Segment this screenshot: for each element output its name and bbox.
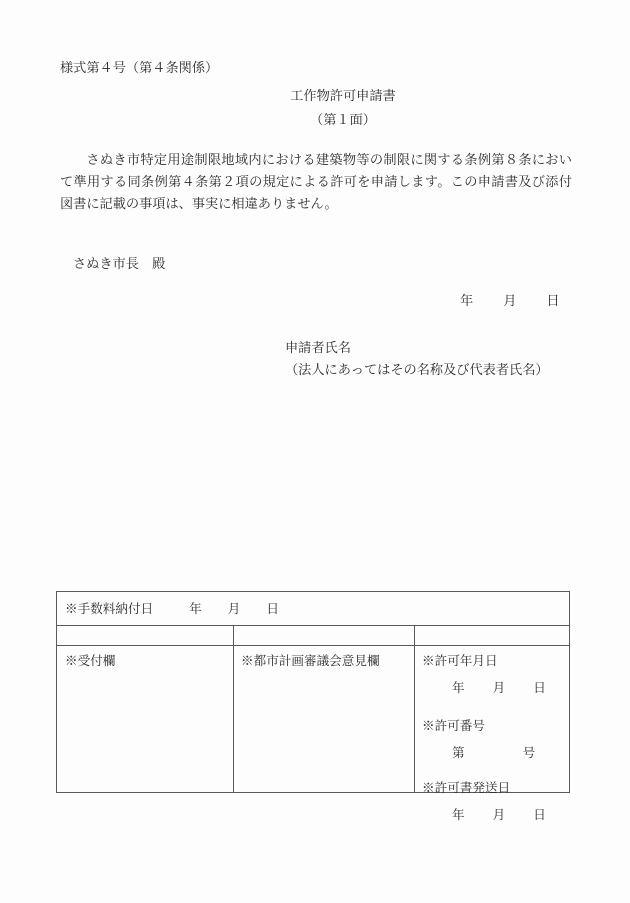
- permit-number-prefix-label: 第: [452, 745, 465, 760]
- dispatch-date-year-label: 年: [452, 807, 465, 822]
- fee-payment-row: [65, 603, 279, 616]
- document-page-label: （第１面）: [310, 113, 376, 128]
- date-year-label: 年: [460, 294, 474, 309]
- form-number-label: 様式第４号（第４条関係）: [60, 61, 219, 76]
- dispatch-date-day-label: 日: [533, 807, 546, 822]
- application-body-text: さぬき市特定用途制限地域内における建築物等の制限に関する条例第８条において準用する同条例第４条第２項の規定による許可を申請します。この申請書及び添付図書に記載の事項は、事実に相違ありません。: [60, 153, 572, 212]
- applicant-name-label: 申請者氏名: [285, 341, 351, 356]
- council-opinion-column-header: ※都市計画審議会意見欄: [241, 653, 380, 668]
- date-month-label: 月: [503, 294, 517, 309]
- applicant-corporation-note: （法人にあってはその名称及び代表者氏名）: [285, 363, 549, 378]
- document-title: 工作物許可申請書: [290, 89, 396, 104]
- fee-year-label: 年: [189, 601, 202, 616]
- office-use-table: [56, 591, 570, 822]
- table-row-divider: [57, 625, 569, 626]
- table-column-divider-2: [414, 625, 415, 793]
- permit-number-line: [452, 747, 535, 760]
- permit-date-year-label: 年: [452, 680, 465, 695]
- permit-number-suffix-label: 号: [522, 745, 536, 760]
- fee-month-label: 月: [227, 601, 241, 616]
- application-date-line: [430, 295, 560, 308]
- date-day-label: 日: [546, 294, 560, 309]
- dispatch-date-line: [452, 809, 546, 822]
- permit-number-header: ※許可番号: [422, 718, 485, 733]
- dispatch-date-month-label: 月: [492, 807, 506, 822]
- fee-day-label: 日: [266, 601, 279, 616]
- permit-date-month-label: 月: [492, 680, 506, 695]
- reception-column-header: ※受付欄: [65, 653, 116, 668]
- table-header-divider: [57, 645, 569, 646]
- table-column-divider-1: [233, 625, 234, 793]
- dispatch-date-header: ※許可書発送日: [422, 780, 511, 795]
- permit-date-day-label: 日: [533, 680, 546, 695]
- permit-date-header: ※許可年月日: [422, 653, 498, 668]
- permit-date-line: [452, 682, 546, 695]
- fee-payment-label: ※手数料納付日: [65, 601, 154, 616]
- addressee-label: さぬき市長 殿: [73, 257, 166, 272]
